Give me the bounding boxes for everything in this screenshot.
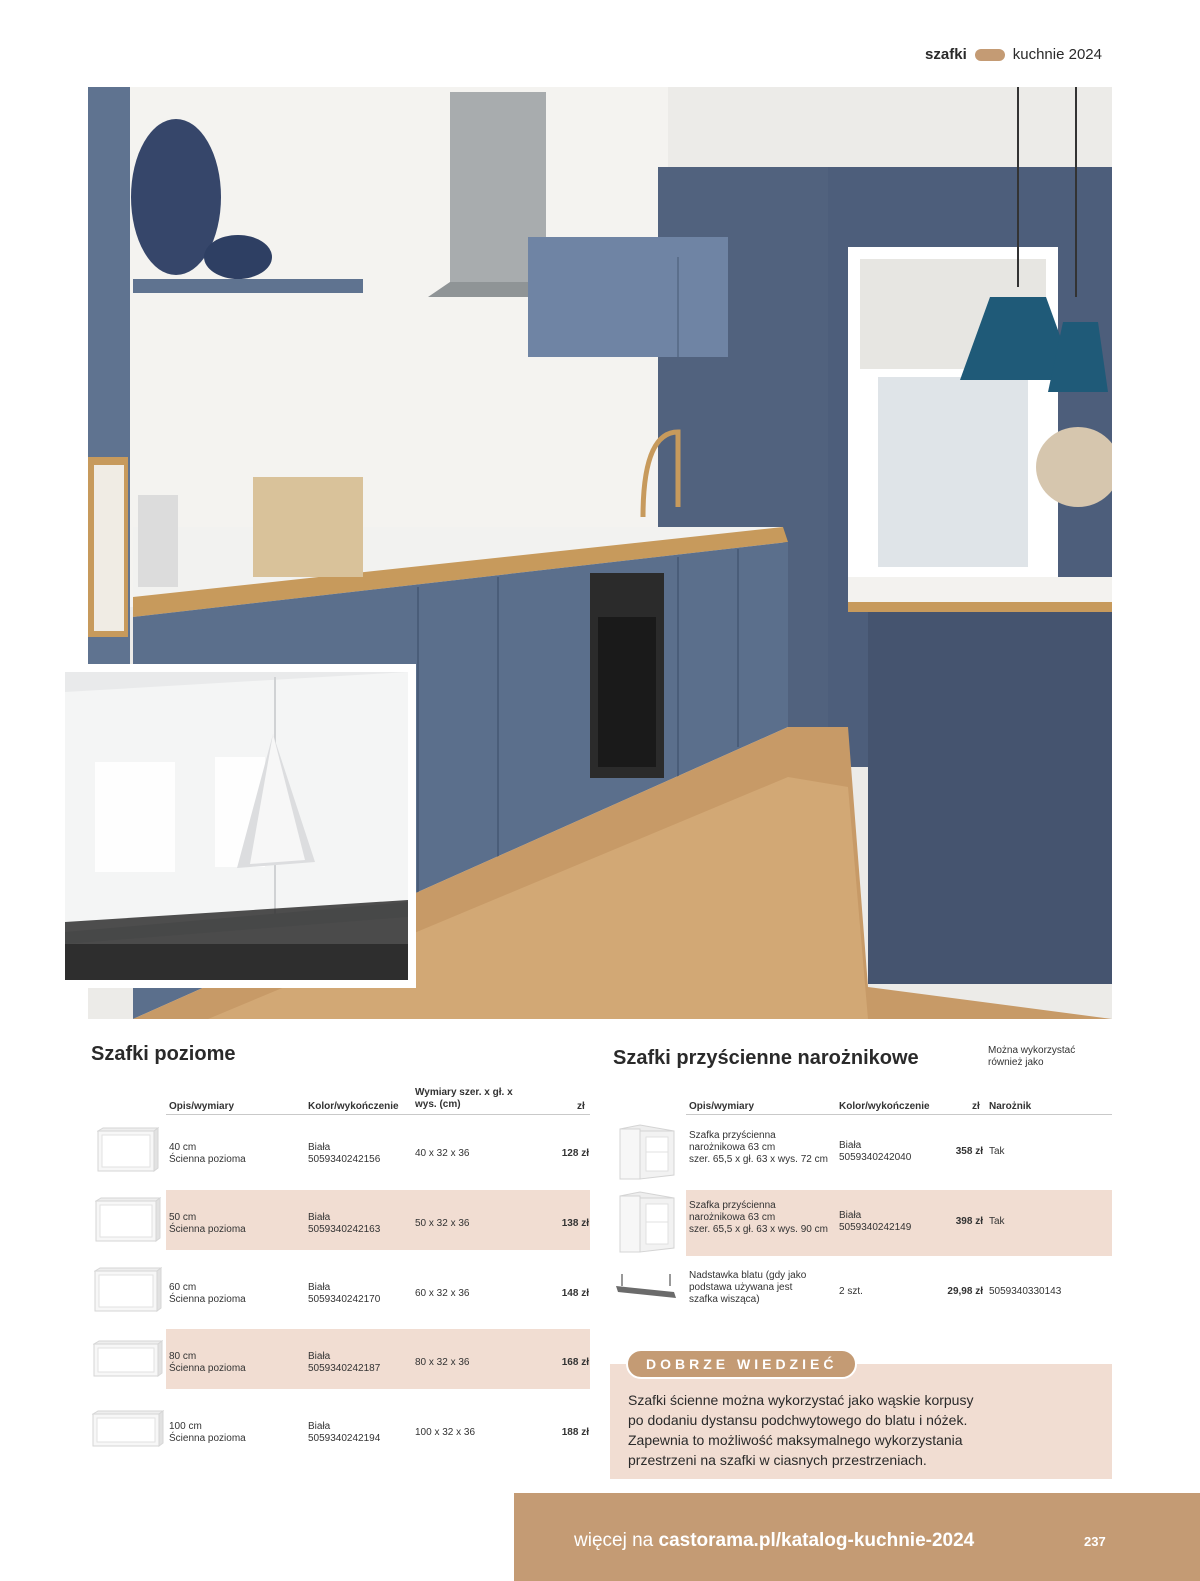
row-type: Ścienna pozioma: [169, 1224, 246, 1235]
row-desc-1: Nadstawka blatu (gdy jako: [689, 1270, 807, 1281]
row-size: 100 cm: [169, 1421, 202, 1432]
row-size: 50 cm: [169, 1212, 197, 1223]
footer-prefix: więcej na: [574, 1530, 659, 1551]
corner-cabinet-thumbnail-icon: [618, 1123, 676, 1181]
row-color: Biała: [308, 1212, 331, 1223]
row-corner: Tak: [989, 1216, 1005, 1227]
left-col-color: Kolor/wykończenie: [308, 1101, 399, 1112]
row-dims: 80 x 32 x 36: [415, 1357, 470, 1368]
right-section-title: Szafki przyścienne narożnikowe: [613, 1047, 919, 1069]
note-line-1: Można wykorzystać: [988, 1045, 1076, 1056]
row-corner: Tak: [989, 1146, 1005, 1157]
right-section-note: [988, 1045, 1075, 1069]
cabinet-thumbnail-icon: [93, 1340, 163, 1378]
row-price: 398 zł: [955, 1216, 983, 1227]
header-pill: [975, 49, 1005, 61]
row-color: Biała: [308, 1421, 331, 1432]
row-code: 5059340242149: [839, 1222, 912, 1233]
left-col-desc: Opis/wymiary: [169, 1101, 235, 1112]
cabinet-thumbnail-icon: [92, 1410, 164, 1448]
row-desc-3: szafka wisząca): [689, 1294, 760, 1305]
cabinet-thumbnail-icon: [97, 1127, 159, 1173]
row-dims: 50 x 32 x 36: [415, 1218, 470, 1229]
row-desc-2: narożnikowa 63 cm: [689, 1142, 776, 1153]
left-section-title: Szafki poziome: [91, 1043, 236, 1065]
info-line-1: Szafki ścienne można wykorzystać jako wąskie korpusy: [628, 1392, 974, 1408]
left-col-dims: Wymiary szer. x gł. x wys. (cm): [415, 1087, 513, 1110]
info-line-4: przestrzeni na szafki w ciasnych przestrzeniach.: [628, 1452, 927, 1468]
row-desc-2: narożnikowa 63 cm: [689, 1212, 776, 1223]
footer-bar: [514, 1493, 1200, 1581]
row-code: 5059340242163: [308, 1224, 381, 1235]
row-size: 80 cm: [169, 1351, 197, 1362]
row-price: 128 zł: [561, 1148, 589, 1159]
row-desc-3: szer. 65,5 x gł. 63 x wys. 90 cm: [689, 1224, 828, 1235]
right-header-rule: [686, 1114, 1112, 1115]
cabinet-thumbnail-icon: [94, 1267, 162, 1313]
footer-link[interactable]: [574, 1530, 974, 1552]
row-code: 5059340242187: [308, 1363, 381, 1374]
row-desc-3: szer. 65,5 x gł. 63 x wys. 72 cm: [689, 1154, 828, 1165]
row-price: 29,98 zł: [947, 1286, 983, 1297]
left-col-price: zł: [577, 1101, 585, 1112]
right-col-desc: Opis/wymiary: [689, 1101, 755, 1112]
row-type: Ścienna pozioma: [169, 1363, 246, 1374]
row-color: Biała: [308, 1351, 331, 1362]
row-color: 2 szt.: [839, 1286, 863, 1297]
row-size: 60 cm: [169, 1282, 197, 1293]
row-price: 138 zł: [561, 1218, 589, 1229]
section-label: szafki: [925, 46, 967, 63]
row-corner: 5059340330143: [989, 1286, 1062, 1297]
info-text: [628, 1390, 1098, 1470]
row-price: 168 zł: [561, 1357, 589, 1368]
right-col-corner: Narożnik: [989, 1101, 1032, 1112]
row-color: Biała: [839, 1140, 862, 1151]
row-price: 358 zł: [955, 1146, 983, 1157]
table-row-shade: [166, 1329, 590, 1389]
detail-photo: [57, 664, 416, 988]
row-desc-1: Szafka przyścienna: [689, 1200, 776, 1211]
note-line-2: również jako: [988, 1057, 1044, 1068]
info-line-2: po dodaniu dystansu podchwytowego do blatu i nóżek.: [628, 1412, 968, 1428]
row-dims: 40 x 32 x 36: [415, 1148, 470, 1159]
footer-url: castorama.pl/katalog-kuchnie-2024: [658, 1530, 975, 1551]
catalog-label: kuchnie 2024: [1012, 46, 1102, 63]
left-header-rule: [166, 1114, 590, 1115]
row-color: Biała: [839, 1210, 862, 1221]
row-color: Biała: [308, 1142, 331, 1153]
table-row-shade: [166, 1190, 590, 1250]
right-col-price: zł: [972, 1101, 980, 1112]
row-price: 188 zł: [561, 1427, 589, 1438]
info-line-3: Zapewnia to możliwość maksymalnego wykorzystania: [628, 1432, 963, 1448]
right-col-color: Kolor/wykończenie: [839, 1101, 930, 1112]
row-size: 40 cm: [169, 1142, 197, 1153]
countertop-support-thumbnail-icon: [614, 1272, 678, 1302]
row-color: Biała: [308, 1282, 331, 1293]
row-type: Ścienna pozioma: [169, 1433, 246, 1444]
row-code: 5059340242040: [839, 1152, 912, 1163]
row-desc-1: Szafka przyścienna: [689, 1130, 776, 1141]
row-desc-2: podstawa używana jest: [689, 1282, 793, 1293]
row-code: 5059340242170: [308, 1294, 381, 1305]
page-number: 237: [1084, 1534, 1106, 1549]
row-dims: 60 x 32 x 36: [415, 1288, 470, 1299]
corner-cabinet-thumbnail-icon: [618, 1190, 676, 1254]
info-badge: DOBRZE WIEDZIEĆ: [626, 1349, 857, 1379]
page-header: [925, 46, 1102, 63]
row-price: 148 zł: [561, 1288, 589, 1299]
row-dims: 100 x 32 x 36: [415, 1427, 476, 1438]
row-code: 5059340242194: [308, 1433, 381, 1444]
row-code: 5059340242156: [308, 1154, 381, 1165]
cabinet-thumbnail-icon: [95, 1197, 161, 1243]
row-type: Ścienna pozioma: [169, 1154, 246, 1165]
row-type: Ścienna pozioma: [169, 1294, 246, 1305]
